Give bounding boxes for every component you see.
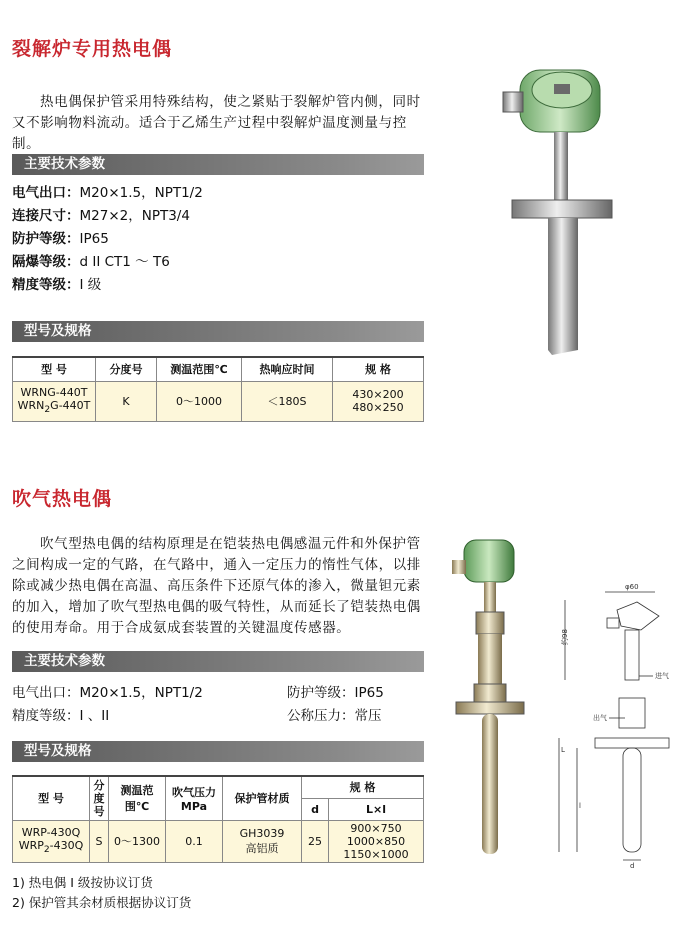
spec-label: 隔爆等级： (12, 254, 80, 270)
spec-row (12, 682, 203, 705)
spec-row (12, 182, 203, 205)
section1-tech-bar: 主要技术参数 (12, 154, 424, 175)
spec-row (12, 274, 203, 297)
spec-label: 电气出口： (12, 185, 80, 201)
spec-text: 430×200 (352, 388, 404, 401)
intro-line: 的加入，增加了吹气型热电偶的吸气特性，从而延长了铠装热电偶 (12, 599, 421, 615)
dim-l-label: l (579, 802, 581, 810)
cell-model (13, 820, 90, 862)
spec-label: 连接尺寸： (12, 208, 80, 224)
section2-notes (12, 873, 191, 913)
model-sub: 2 (43, 844, 50, 856)
th-index: 分度号 (96, 357, 157, 381)
section1-title: 裂解炉专用热电偶 (12, 38, 173, 60)
spec-value: 常压 (354, 708, 382, 724)
th-d: d (302, 798, 329, 820)
spec-value: M20×1.5，NPT1/2 (79, 185, 203, 201)
model-text: WRP-430Q (21, 826, 81, 840)
th-lxl: L×l (329, 798, 424, 820)
spec-value: M27×2，NPT3/4 (79, 208, 190, 224)
cell-d: 25 (302, 820, 329, 862)
section1-model-bar: 型号及规格 (12, 321, 424, 342)
cell-index: S (90, 820, 109, 862)
outgas-label: 出气 (593, 714, 607, 722)
model-text: WRNG-440T (20, 386, 88, 400)
spec-text: 480×250 (352, 401, 404, 414)
note-item: 1) 热电偶 I 级按协议订货 (12, 875, 153, 890)
intro-line: 除或减少热电偶在高温、高压条件下还原气体的渗入，微量钽元素 (12, 578, 421, 594)
section1-intro (12, 92, 432, 155)
spec-row (287, 682, 384, 705)
th-model: 型 号 (13, 776, 90, 820)
section2-model-bar: 型号及规格 (12, 741, 424, 762)
lxl-text: 1000×850 (346, 834, 406, 848)
cell-response: ＜180S (242, 381, 333, 421)
section2-specs-left (12, 682, 203, 728)
th-range: 测温范围℃ (157, 357, 242, 381)
cell-pressure: 0.1 (166, 820, 223, 862)
model-text (13, 839, 89, 855)
phi60-label: φ60 (625, 583, 639, 591)
th-spec: 规 格 (302, 776, 424, 798)
th-index: 分度号 (90, 776, 109, 820)
table-row (13, 820, 424, 862)
cell-material (223, 820, 302, 862)
spec-row (12, 205, 203, 228)
th-range: 测温范围℃ (109, 776, 166, 820)
spec-value: IP65 (354, 685, 384, 701)
cell-index: K (96, 381, 157, 421)
head-outline (617, 602, 659, 630)
spec-label: 精度等级： (12, 708, 80, 724)
spec-label: 防护等级： (287, 685, 355, 701)
spec-row (12, 228, 203, 251)
spec-row (12, 705, 203, 728)
th-material: 保护管材质 (223, 776, 302, 820)
outlet-outline (607, 618, 619, 628)
material-text: GH3039 (239, 826, 285, 840)
spec-label: 公称压力： (287, 708, 355, 724)
lxl-text: 900×750 (350, 821, 402, 835)
section1-spec-table (12, 356, 424, 422)
model-sub: 2 (44, 404, 51, 416)
cell-lxl (329, 820, 424, 862)
section1-specs (12, 182, 203, 297)
spec-value: d II CT1 ～ T6 (79, 254, 170, 270)
section2-intro (12, 534, 442, 639)
dim-L-label: L (561, 746, 565, 754)
purge-thermocouple-image (450, 530, 540, 860)
model-prefix: WRN (17, 399, 45, 413)
cell-spec (333, 381, 424, 421)
lxl-text: 1150×1000 (343, 847, 409, 861)
th-spec: 规 格 (333, 357, 424, 381)
spec-label: 精度等级： (12, 277, 80, 293)
spec-label: 电气出口： (12, 685, 80, 701)
cell-model (13, 381, 96, 421)
section2-spec-table (12, 775, 424, 863)
intro-line: 的使用寿命。用于合成氨成套装置的关键温度传感器。 (12, 620, 351, 636)
intro-line: 吹气型热电偶的结构原理是在铠装热电偶感温元件和外保护管 (40, 536, 421, 552)
th-pressure: 吹气压力MPa (166, 776, 223, 820)
model-suffix: G-440T (50, 399, 91, 413)
spec-row (287, 705, 384, 728)
intro-line: 又不影响物料流动。适合于乙烯生产过程中裂解炉温度测量与控制。 (12, 115, 407, 152)
th-response: 热响应时间 (242, 357, 333, 381)
neck-outline (625, 630, 639, 680)
spec-value: I 级 (79, 277, 102, 293)
section2-tech-bar: 主要技术参数 (12, 651, 424, 672)
material-text: 高铝质 (245, 841, 279, 855)
cell-range: 0～1300 (109, 820, 166, 862)
spec-row (12, 251, 203, 274)
cell-range: 0～1000 (157, 381, 242, 421)
cracking-furnace-thermocouple-image (500, 50, 630, 360)
th-model: 型 号 (13, 357, 96, 381)
spec-value: M20×1.5，NPT1/2 (79, 685, 203, 701)
intro-line: 之间构成一定的气路，在气路中，通入一定压力的惰性气体，以排 (12, 557, 421, 573)
table-row (13, 381, 424, 421)
tube-outline (623, 748, 641, 852)
dim-d-label: d (630, 862, 635, 870)
model-prefix: WRP (18, 839, 44, 853)
flange-outline (595, 738, 669, 748)
section2-title: 吹气热电偶 (12, 488, 113, 510)
ingas-label: 进气 (655, 672, 669, 680)
spec-value: I 、II (79, 708, 110, 724)
note-item: 2) 保护管其余材质根据协议订货 (12, 895, 192, 910)
dim-a-label: 约98 (561, 629, 569, 645)
model-suffix: -430Q (49, 839, 84, 853)
spec-value: IP65 (79, 231, 109, 247)
dimension-drawing (545, 580, 685, 870)
section2-specs-right (287, 682, 384, 728)
spec-label: 防护等级： (12, 231, 80, 247)
intro-line: 热电偶保护管采用特殊结构，使之紧贴于裂解炉管内侧，同时 (40, 94, 421, 110)
fitting-outline (619, 698, 645, 728)
model-text (13, 399, 95, 415)
